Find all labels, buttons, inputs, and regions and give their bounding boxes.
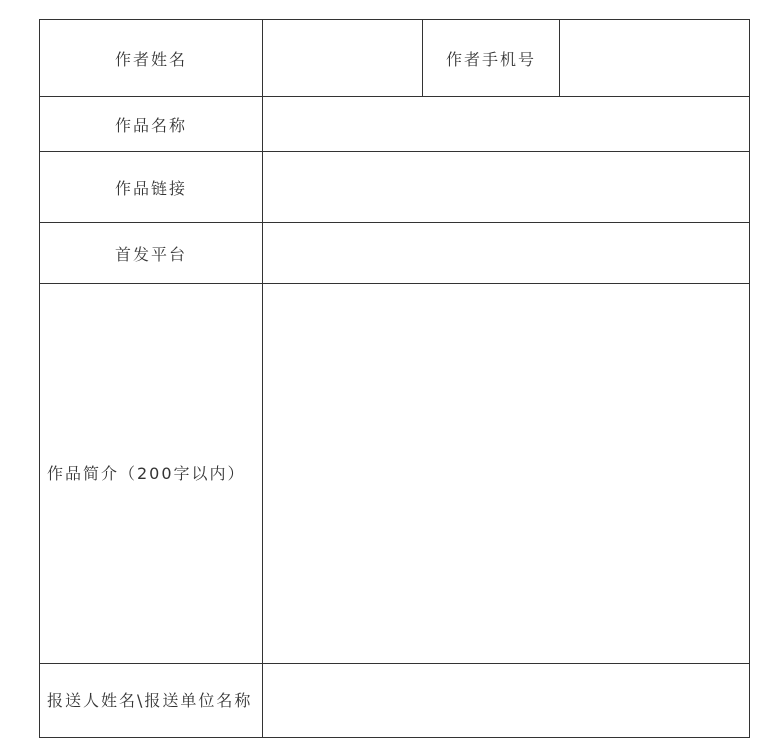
author-phone-field[interactable] (560, 20, 750, 97)
platform-field[interactable] (263, 223, 750, 284)
platform-row (40, 223, 750, 284)
submission-form-table (39, 19, 750, 738)
summary-label: 作品简介（200字以内） (40, 284, 263, 664)
submitter-label: 报送人姓名\报送单位名称 (40, 664, 263, 738)
platform-label: 首发平台 (40, 223, 263, 284)
author-phone-label: 作者手机号 (423, 20, 560, 97)
work-title-label: 作品名称 (40, 97, 263, 152)
author-name-field[interactable] (263, 20, 423, 97)
author-name-label: 作者姓名 (40, 20, 263, 97)
summary-field[interactable] (263, 284, 750, 664)
work-link-field[interactable] (263, 152, 750, 223)
author-row (40, 20, 750, 97)
work-title-field[interactable] (263, 97, 750, 152)
work-link-label: 作品链接 (40, 152, 263, 223)
submitter-field[interactable] (263, 664, 750, 738)
summary-row (40, 284, 750, 664)
submitter-row (40, 664, 750, 738)
work-link-row (40, 152, 750, 223)
work-title-row (40, 97, 750, 152)
